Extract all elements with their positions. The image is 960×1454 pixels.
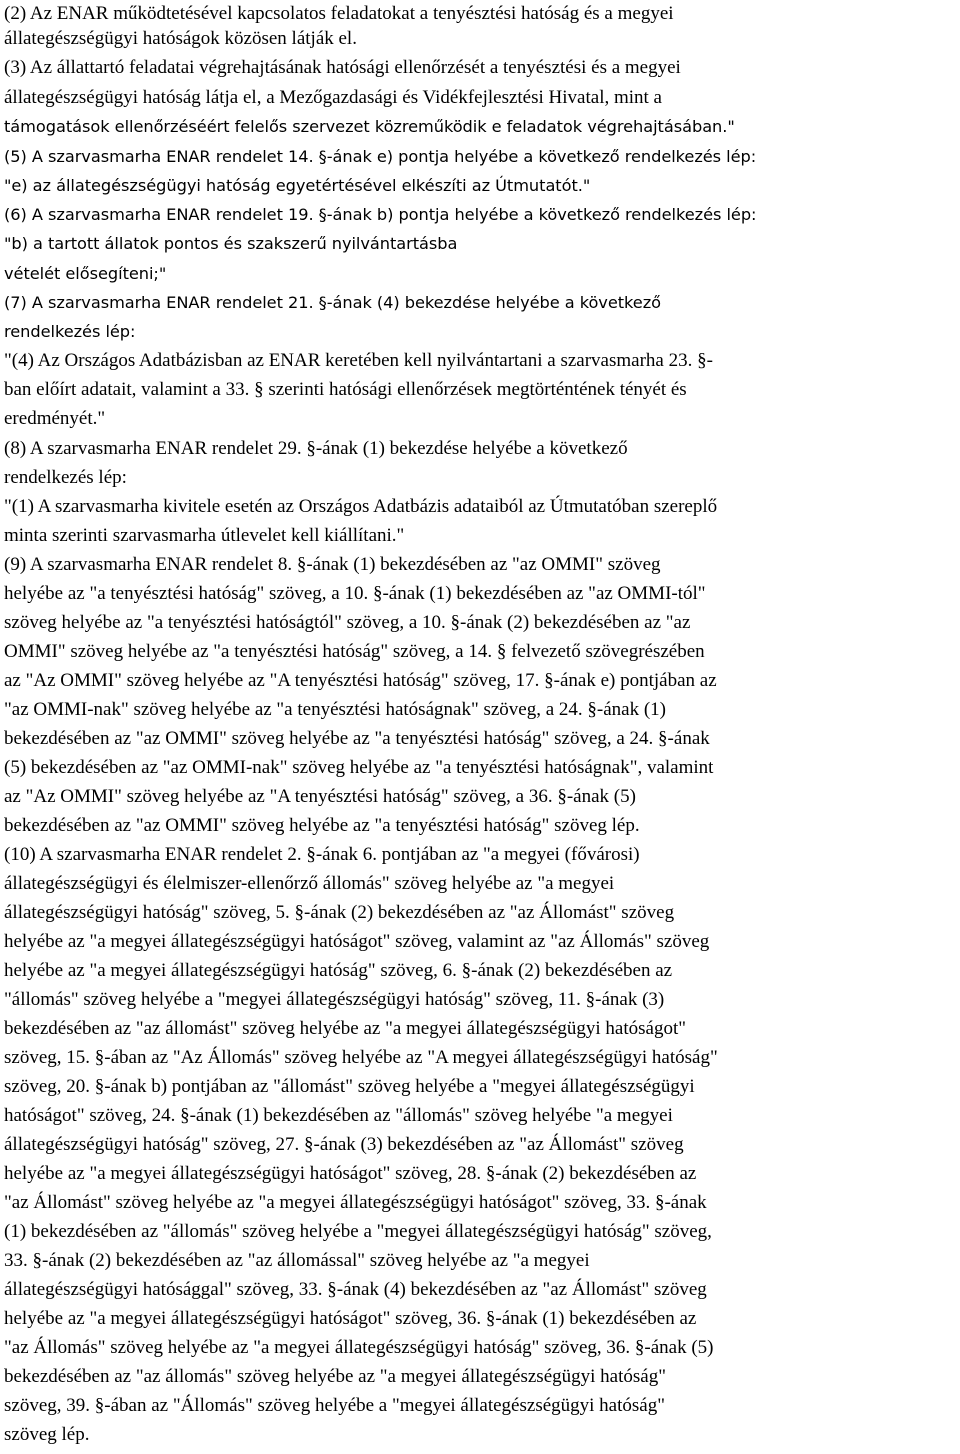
text-line: "az Állomást" szöveg helyébe az "a megyei állategészségügyi hatóságot" szöveg, 33. §-ának xyxy=(4,1192,707,1213)
text-line: minta szerinti szarvasmarha útlevelet kell kiállítani." xyxy=(4,525,405,546)
text-line: helyébe az "a megyei állategészségügyi hatóságot" szöveg, valamint az "az Állomás" szöveg xyxy=(4,931,710,952)
text-line: (7) A szarvasmarha ENAR rendelet 21. §-ának (4) bekezdése helyébe a következő xyxy=(4,293,661,312)
text-line: helyébe az "a megyei állategészségügyi hatóság" szöveg, 6. §-ának (2) bekezdésében az xyxy=(4,960,673,981)
text-line: (3) Az állattartó feladatai végrehajtásának hatósági ellenőrzését a tenyésztési és a megyei xyxy=(4,57,681,78)
text-line: bekezdésében az "az állomás" szöveg helyébe az "a megyei állategészségügyi hatóság" xyxy=(4,1366,666,1387)
text-line: állategészségügyi hatósággal" szöveg, 33. §-ának (4) bekezdésében az "az Állomást" szöveg xyxy=(4,1279,707,1300)
text-line: állategészségügyi hatóság látja el, a Mezőgazdasági és Vidékfejlesztési Hivatal, mint a xyxy=(4,87,662,108)
text-line: állategészségügyi és élelmiszer-ellenőrző állomás" szöveg helyébe az "a megyei xyxy=(4,873,615,894)
text-line: hatóságot" szöveg, 24. §-ának (1) bekezdésében az "állomás" szöveg helyébe "a megyei xyxy=(4,1105,673,1126)
text-line: (6) A szarvasmarha ENAR rendelet 19. §-ának b) pontja helyébe a következő rendelkezés lép: xyxy=(4,205,757,224)
text-line: állategészségügyi hatóságok közösen látják el. xyxy=(4,28,357,49)
text-line: szöveg, 39. §-ában az "Állomás" szöveg helyébe a "megyei állategészségügyi hatóság" xyxy=(4,1395,665,1416)
text-line: bekezdésében az "az OMMI" szöveg helyébe az "a tenyésztési hatóság" szöveg, a 24. §-ának xyxy=(4,728,710,749)
text-line: szöveg helyébe az "a tenyésztési hatóságtól" szöveg, a 10. §-ának (2) bekezdésében az "az xyxy=(4,612,691,633)
text-line: eredményét." xyxy=(4,408,106,429)
text-line: (9) A szarvasmarha ENAR rendelet 8. §-ának (1) bekezdésében az "az OMMI" szöveg xyxy=(4,554,661,575)
text-line: rendelkezés lép: xyxy=(4,322,136,341)
text-line: állategészségügyi hatóság" szöveg, 5. §-ának (2) bekezdésében az "az Állomást" szöveg xyxy=(4,902,675,923)
text-line: az "Az OMMI" szöveg helyébe az "A tenyésztési hatóság" szöveg, 17. §-ának e) pontjában az xyxy=(4,670,717,691)
text-line: helyébe az "a megyei állategészségügyi hatóságot" szöveg, 28. §-ának (2) bekezdésében az xyxy=(4,1163,697,1184)
text-line: szöveg lép. xyxy=(4,1424,90,1445)
text-line: "e) az állategészségügyi hatóság egyetértésével elkészíti az Útmutatót." xyxy=(4,176,591,195)
text-line: 33. §-ának (2) bekezdésében az "az állomással" szöveg helyébe az "a megyei xyxy=(4,1250,590,1271)
text-line: szöveg, 20. §-ának b) pontjában az "állomást" szöveg helyébe a "megyei állategészségügyi xyxy=(4,1076,695,1097)
text-line: "(4) Az Országos Adatbázisban az ENAR keretében kell nyilvántartani a szarvasmarha 23. §- xyxy=(4,350,713,371)
text-line: (5) bekezdésében az "az OMMI-nak" szöveg helyébe az "a tenyésztési hatóságnak", valamint xyxy=(4,757,714,778)
text-line: rendelkezés lép: xyxy=(4,467,127,488)
text-line: "az OMMI-nak" szöveg helyébe az "a tenyésztési hatóságnak" szöveg, a 24. §-ának (1) xyxy=(4,699,666,720)
text-line: szöveg, 15. §-ában az "Az Állomás" szöveg helyébe az "A megyei állategészségügyi hatóság" xyxy=(4,1047,718,1068)
text-line: (10) A szarvasmarha ENAR rendelet 2. §-ának 6. pontjában az "a megyei (fővárosi) xyxy=(4,844,640,865)
text-line: az "Az OMMI" szöveg helyébe az "A tenyésztési hatóság" szöveg, a 36. §-ának (5) xyxy=(4,786,636,807)
text-line: állategészségügyi hatóság" szöveg, 27. §-ának (3) bekezdésében az "az Állomást" szöveg xyxy=(4,1134,684,1155)
text-line: (2) Az ENAR működtetésével kapcsolatos feladatokat a tenyésztési hatóság és a megyei xyxy=(4,3,674,24)
text-line: "az Állomás" szöveg helyébe az "a megyei állategészségügyi hatóság" szöveg, 36. §-ának (5) xyxy=(4,1337,714,1358)
text-line: (8) A szarvasmarha ENAR rendelet 29. §-ának (1) bekezdése helyébe a következő xyxy=(4,438,628,459)
text-line: ban előírt adatait, valamint a 33. § szerinti hatósági ellenőrzések megtörténtének tényét és xyxy=(4,379,687,400)
text-line: (1) bekezdésében az "állomás" szöveg helyébe a "megyei állategészségügyi hatóság" szöveg, xyxy=(4,1221,712,1242)
text-line: vételét elősegíteni;" xyxy=(4,264,167,283)
text-line: OMMI" szöveg helyébe az "a tenyésztési hatóság" szöveg, a 14. § felvezető szövegrészében xyxy=(4,641,705,662)
text-line: helyébe az "a tenyésztési hatóság" szöveg, a 10. §-ának (1) bekezdésében az "az OMMI-tól" xyxy=(4,583,706,604)
text-line: bekezdésében az "az állomást" szöveg helyébe az "a megyei állategészségügyi hatóságot" xyxy=(4,1018,687,1039)
text-line: bekezdésében az "az OMMI" szöveg helyébe az "a tenyésztési hatóság" szöveg lép. xyxy=(4,815,640,836)
text-line: (5) A szarvasmarha ENAR rendelet 14. §-ának e) pontja helyébe a következő rendelkezés lép: xyxy=(4,147,757,166)
text-line: "b) a tartott állatok pontos és szakszerű nyilvántartásba xyxy=(4,234,458,253)
text-line: támogatások ellenőrzéséért felelős szervezet közreműködik e feladatok végrehajtásában." xyxy=(4,117,735,136)
text-line: helyébe az "a megyei állategészségügyi hatóságot" szöveg, 36. §-ának (1) bekezdésében az xyxy=(4,1308,697,1329)
text-line: "állomás" szöveg helyébe a "megyei állategészségügyi hatóság" szöveg, 11. §-ának (3) xyxy=(4,989,665,1010)
text-line: "(1) A szarvasmarha kivitele esetén az Országos Adatbázis adataiból az Útmutatóban szereplő xyxy=(4,496,718,517)
